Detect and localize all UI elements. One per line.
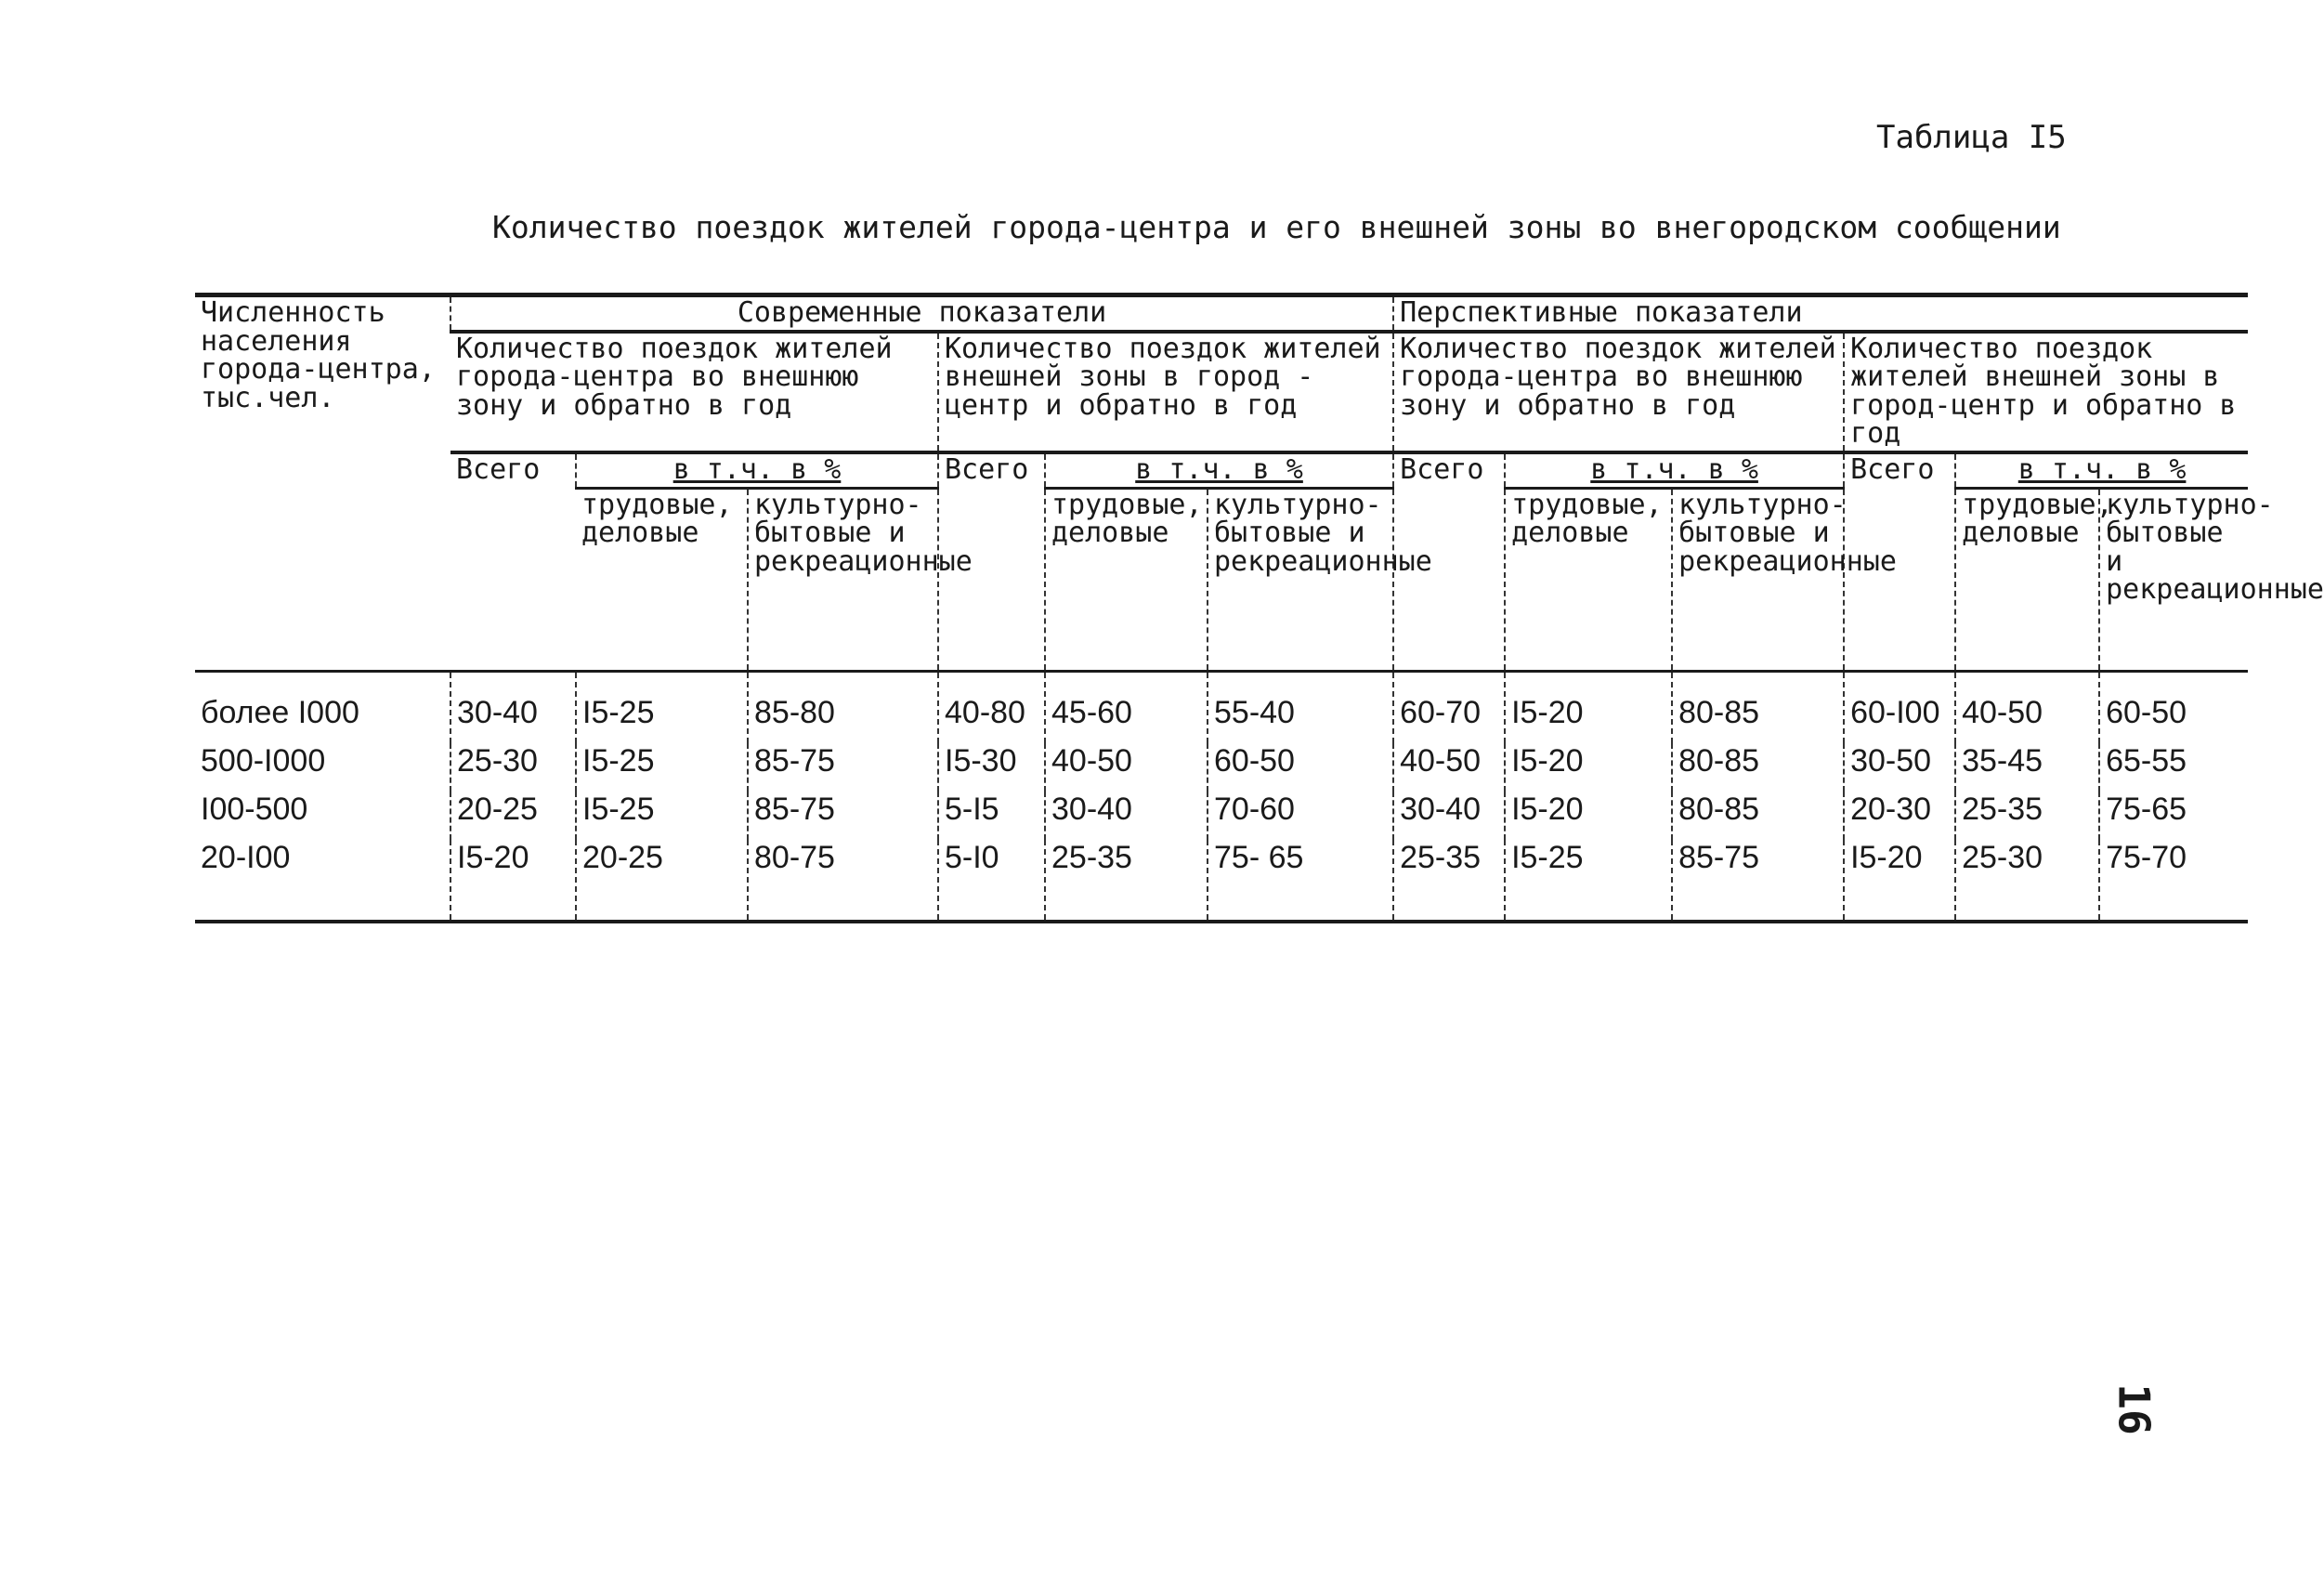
future-indicators-header: Перспективные показатели (1393, 295, 2248, 332)
value-cell: 40-50 (1393, 743, 1505, 792)
value-cell: 20-25 (450, 792, 576, 840)
percent-header: в т.ч. в % (1955, 452, 2248, 488)
value-cell: I5-20 (450, 840, 576, 922)
population-cell: I00-500 (201, 791, 308, 827)
value-cell: 25-35 (1393, 840, 1505, 922)
value-cell: I5-25 (576, 743, 748, 792)
total-header: Всего (938, 452, 1045, 671)
value-cell: 60-70 (1393, 671, 1505, 743)
modern-city-trips-header: Количество поездок жителей города-центра во внешнюю зону и обратно в год (450, 332, 938, 452)
value-cell: 20-30 (1844, 792, 1955, 840)
value-cell: 25-35 (1045, 840, 1208, 922)
value-cell: 20-25 (576, 840, 748, 922)
value-cell: 5-I0 (938, 840, 1045, 922)
value-cell: 80-85 (1672, 792, 1844, 840)
percent-header: в т.ч. в % (576, 452, 938, 488)
value-cell: I5-25 (576, 671, 748, 743)
value-cell: 75-70 (2099, 840, 2248, 922)
value-cell: 80-75 (748, 840, 938, 922)
value-cell: 40-50 (1955, 671, 2099, 743)
value-cell: 60-50 (2099, 671, 2248, 743)
table-row (195, 792, 2248, 840)
value-cell: 55-40 (1208, 671, 1393, 743)
culture-trips-header: культурно-бытовые и рекреационные (748, 488, 938, 671)
modern-zone-trips-header: Количество поездок жителей внешней зоны в город - центр и обратно в год (938, 332, 1393, 452)
population-header: Численность населения города-центра, тыс.чел. (195, 295, 450, 672)
culture-trips-header: культурно-бытовые и рекреационные (1208, 488, 1393, 671)
value-cell: I5-20 (1505, 792, 1672, 840)
work-trips-header: трудовые, деловые (1505, 488, 1672, 671)
value-cell: 80-85 (1672, 671, 1844, 743)
value-cell: 80-85 (1672, 743, 1844, 792)
value-cell: 45-60 (1045, 671, 1208, 743)
value-cell: 30-40 (1045, 792, 1208, 840)
table-row (195, 671, 2248, 743)
modern-indicators-header: Современные показатели (450, 295, 1393, 332)
percent-header: в т.ч. в % (1045, 452, 1393, 488)
population-cell: 20-I00 (201, 839, 291, 875)
future-zone-trips-header: Количество поездок жителей внешней зоны в город-центр и обратно в год (1844, 332, 2248, 452)
value-cell: I5-30 (938, 743, 1045, 792)
value-cell: I5-20 (1505, 743, 1672, 792)
total-header: Всего (1844, 452, 1955, 671)
value-cell: 85-80 (748, 671, 938, 743)
value-cell: 30-50 (1844, 743, 1955, 792)
value-cell: 85-75 (748, 743, 938, 792)
value-cell: 40-80 (938, 671, 1045, 743)
work-trips-header: трудовые, деловые (1955, 488, 2099, 671)
table-title: Количество поездок жителей города-центра и его внешней зоны во внегородском сообщении (492, 209, 2061, 245)
data-table (195, 293, 2324, 923)
value-cell: 25-35 (1955, 792, 2099, 840)
value-cell: 5-I5 (938, 792, 1045, 840)
value-cell: 60-I00 (1844, 671, 1955, 743)
total-header: Всего (1393, 452, 1505, 671)
value-cell: 40-50 (1045, 743, 1208, 792)
value-cell: 85-75 (748, 792, 938, 840)
value-cell: 75-65 (2099, 792, 2248, 840)
value-cell: 70-60 (1208, 792, 1393, 840)
value-cell: 75- 65 (1208, 840, 1393, 922)
work-trips-header: трудовые, деловые (576, 488, 748, 671)
percent-header: в т.ч. в % (1505, 452, 1844, 488)
table-row (195, 840, 2248, 922)
total-header: Всего (450, 452, 576, 671)
value-cell: 35-45 (1955, 743, 2099, 792)
table-body (195, 671, 2248, 922)
value-cell: 25-30 (1955, 840, 2099, 922)
page-number: 16 (2109, 1383, 2160, 1435)
population-cell: 500-I000 (201, 742, 326, 779)
value-cell: I5-20 (1844, 840, 1955, 922)
value-cell: 85-75 (1672, 840, 1844, 922)
culture-trips-header: культурно-бытовые и рекреационные (1672, 488, 1844, 671)
value-cell: 60-50 (1208, 743, 1393, 792)
table-row (195, 743, 2248, 792)
value-cell: 25-30 (450, 743, 576, 792)
value-cell: 30-40 (1393, 792, 1505, 840)
value-cell: I5-20 (1505, 671, 1672, 743)
value-cell: I5-25 (1505, 840, 1672, 922)
value-cell: I5-25 (576, 792, 748, 840)
work-trips-header: трудовые, деловые (1045, 488, 1208, 671)
future-city-trips-header: Количество поездок жителей города-центра во внешнюю зону и обратно в год (1393, 332, 1844, 452)
value-cell: 65-55 (2099, 743, 2248, 792)
table-label: Таблица I5 (1876, 119, 2067, 156)
population-cell: более I000 (201, 694, 359, 730)
culture-trips-header: культурно-бытовые и рекреационные (2099, 488, 2248, 671)
value-cell: 30-40 (450, 671, 576, 743)
